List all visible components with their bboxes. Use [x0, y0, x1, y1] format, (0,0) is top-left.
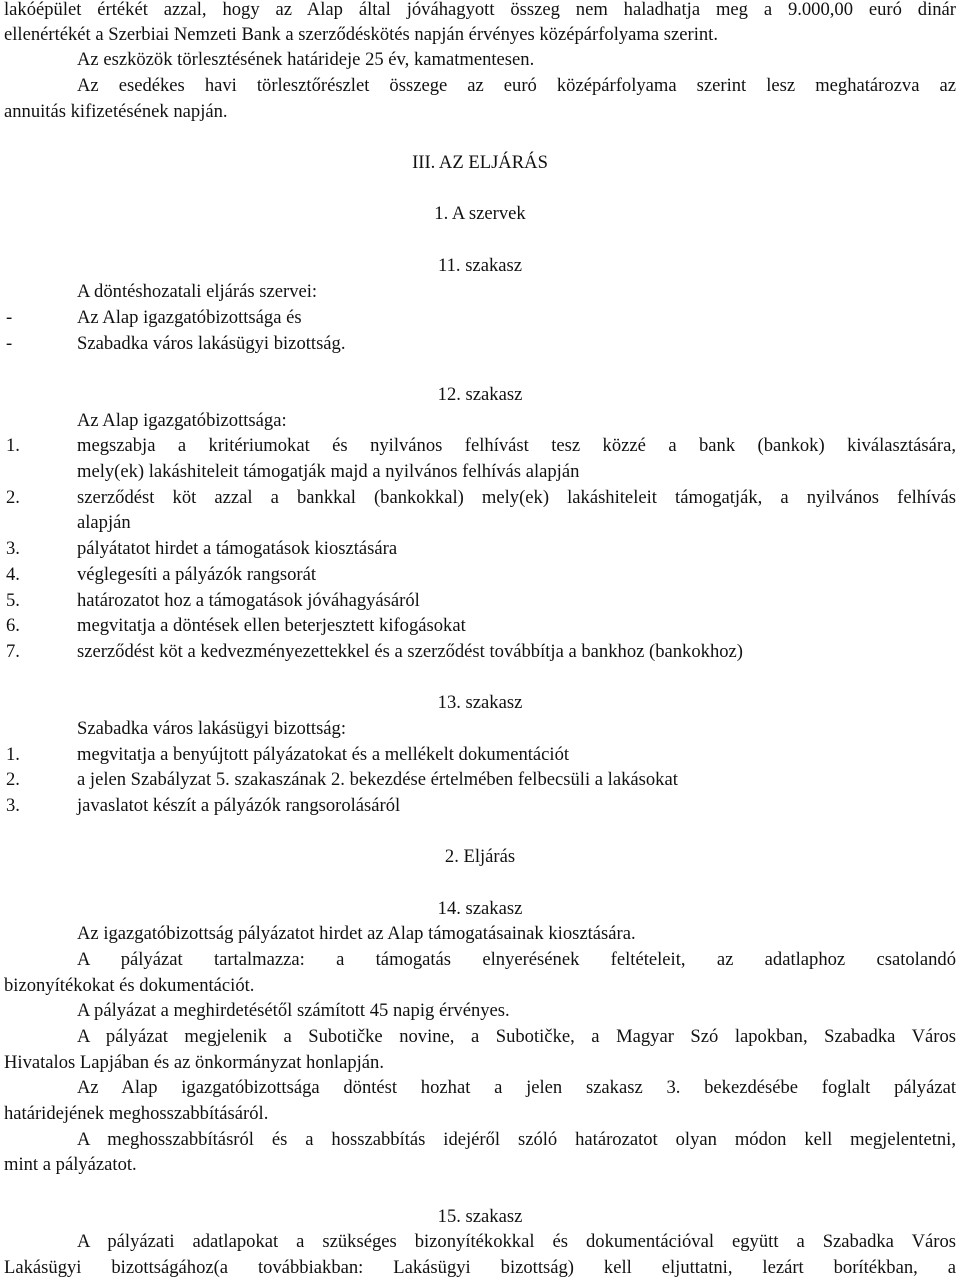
list-item: megvitatja a benyújtott pályázatokat és a mellékelt dokumentációt [77, 744, 570, 765]
list-number: 1. [6, 744, 20, 765]
list-item: véglegesíti a pályázók rangsorát [77, 564, 317, 585]
intro-line-2: ellenértékét a Szerbiai Nemzeti Bank a szerződéskötés napján érvényes középárfolyama szerint. [4, 24, 718, 45]
section-11-heading: 11. szakasz [438, 255, 522, 276]
list-number: 4. [6, 564, 20, 585]
paragraph-line: határidejének meghosszabbításáról. [4, 1103, 269, 1124]
list-number: 1. [6, 435, 20, 456]
paragraph-line: bizonyítékokat és dokumentációt. [4, 975, 255, 996]
list-item: szerződést köt a kedvezményezettekkel és a szerződést továbbítja a bankhoz (bankokhoz) [77, 641, 743, 662]
paragraph-line: Lakásügyi bizottságához(a továbbiakban: Lakásügyi bizottság) kell eljuttatni, lezárt borítékban, a [4, 1257, 956, 1278]
list-item: határozatot hoz a támogatások jóváhagyásáról [77, 590, 420, 611]
section-12-heading: 12. szakasz [437, 384, 523, 405]
list-number: 5. [6, 590, 20, 611]
paragraph-line: A pályázati adatlapokat a szükséges bizonyítékokkal és dokumentációval együtt a Szabadka Város [77, 1231, 956, 1252]
list-number: 7. [6, 641, 20, 662]
list-number: 2. [6, 769, 20, 790]
list-item: pályátatot hirdet a támogatások kiosztására [77, 538, 398, 559]
section-11-intro: A döntéshozatali eljárás szervei: [77, 281, 318, 302]
section-12-intro: Az Alap igazgatóbizottsága: [77, 410, 287, 431]
paragraph-line: A pályázat a meghirdetésétől számított 45 napig érvényes. [77, 1000, 510, 1021]
intro-line-3: Az eszközök törlesztésének határideje 25 év, kamatmentesen. [77, 49, 535, 70]
paragraph-line: Az Alap igazgatóbizottsága döntést hozhat a jelen szakasz 3. bekezdésébe foglalt pályázat [77, 1077, 956, 1098]
section-13-intro: Szabadka város lakásügyi bizottság: [77, 718, 347, 739]
section-15-heading: 15. szakasz [437, 1206, 523, 1227]
intro-line-5: annuitás kifizetésének napján. [4, 101, 228, 122]
list-number: 2. [6, 487, 20, 508]
list-marker: - [6, 333, 13, 354]
paragraph-line: Hivatalos Lapjában és az önkormányzat honlapján. [4, 1052, 385, 1073]
subchapter-title-organs: 1. A szervek [434, 203, 526, 224]
list-marker: - [6, 307, 13, 328]
section-13-heading: 13. szakasz [437, 692, 523, 713]
list-item: Az Alap igazgatóbizottsága és [77, 307, 302, 328]
paragraph-line: mint a pályázatot. [4, 1154, 137, 1175]
list-number: 3. [6, 538, 20, 559]
paragraph-line: A pályázat tartalmazza: a támogatás elnyerésének feltételeit, az adatlaphoz csatolandó [77, 949, 956, 970]
paragraph-line: A meghosszabbításról és a hosszabbítás idejéről szóló határozatot olyan módon kell megjelentetni, [77, 1129, 956, 1150]
list-item: megvitatja a döntések ellen beterjesztett kifogásokat [77, 615, 466, 636]
list-number: 3. [6, 795, 20, 816]
paragraph-line: A pályázat megjelenik a Subotičke novine, a Subotičke, a Magyar Szó lapokban, Szabadka Város [77, 1026, 956, 1047]
chapter-title: III. AZ ELJÁRÁS [412, 152, 548, 173]
section-14-heading: 14. szakasz [437, 898, 523, 919]
list-item-continuation: alapján [77, 512, 131, 533]
list-item: javaslatot készít a pályázók rangsorolásáról [77, 795, 401, 816]
paragraph-line: Az igazgatóbizottság pályázatot hirdet az Alap támogatásainak kiosztására. [77, 923, 636, 944]
list-item: megszabja a kritériumokat és nyilvános felhívást tesz közzé a bank (bankok) kiválasztására, [77, 435, 956, 456]
list-item: szerződést köt azzal a bankkal (bankokkal) mely(ek) lakáshiteleit támogatják, a nyilvános felhívás [77, 487, 956, 508]
list-item-continuation: mely(ek) lakáshiteleit támogatják majd a nyilvános felhívás alapján [77, 461, 580, 482]
intro-line-1: lakóépület értékét azzal, hogy az Alap által jóváhagyott összeg nem haladhatja meg a 9.000,00 euró dinár [4, 0, 956, 20]
list-item: a jelen Szabályzat 5. szakaszának 2. bekezdése értelmében felbecsüli a lakásokat [77, 769, 678, 790]
subchapter-title-procedure: 2. Eljárás [444, 846, 516, 867]
list-number: 6. [6, 615, 20, 636]
intro-line-4: Az esedékes havi törlesztőrészlet összege az euró középárfolyama szerint lesz meghatározva az [77, 75, 956, 96]
list-item: Szabadka város lakásügyi bizottság. [77, 333, 346, 354]
